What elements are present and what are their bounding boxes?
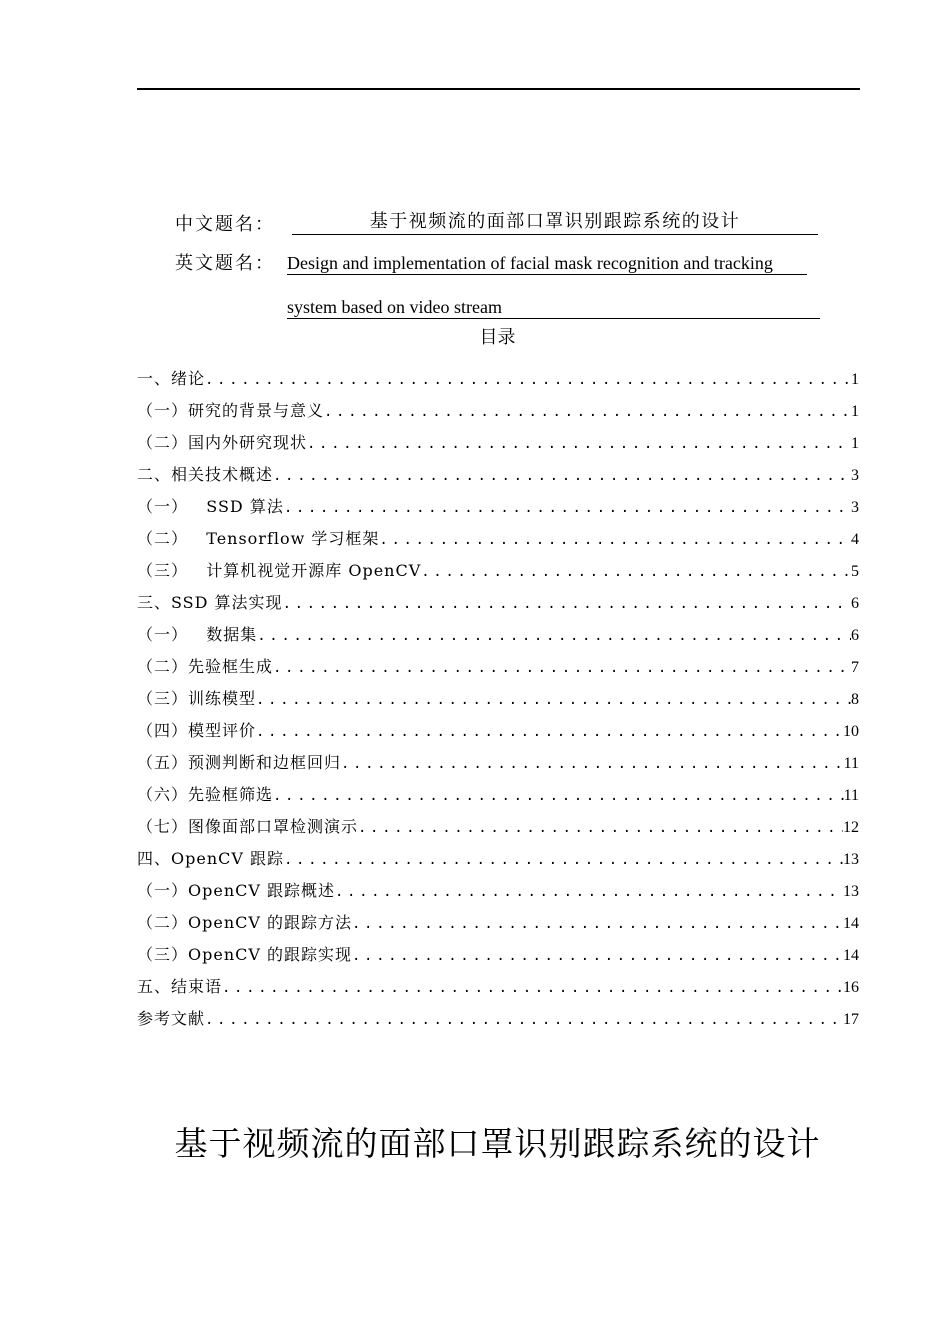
toc-entry-page: 5 (851, 563, 859, 580)
toc-entry[interactable] (137, 587, 859, 619)
toc-entry[interactable] (137, 619, 859, 651)
toc-dot-leader (273, 780, 844, 812)
toc-entry[interactable] (137, 907, 859, 939)
toc-dot-leader (352, 940, 843, 972)
toc-entry[interactable] (137, 843, 859, 875)
toc-entry[interactable] (137, 939, 859, 971)
toc-entry-page: 12 (843, 819, 859, 836)
header-rule (137, 88, 860, 90)
toc-entry[interactable] (137, 459, 859, 491)
toc-entry[interactable] (137, 363, 859, 395)
toc-entry-page: 10 (843, 723, 859, 740)
toc-dot-leader (352, 908, 843, 940)
toc-dot-leader (324, 396, 851, 428)
toc-entry-title: （三）OpenCV 的跟踪实现 (137, 945, 353, 964)
toc-entry[interactable] (137, 811, 859, 843)
toc-entry-page: 1 (851, 371, 859, 388)
toc-entry-title: （一）研究的背景与意义 (137, 401, 325, 420)
toc-entry-page: 1 (851, 435, 859, 452)
toc-entry-title: 四、OpenCV 跟踪 (137, 849, 285, 868)
toc-entry[interactable] (137, 747, 859, 779)
toc-entry-page: 11 (843, 787, 859, 804)
toc-dot-leader (358, 812, 843, 844)
toc-entry-page: 7 (851, 659, 859, 676)
toc-entry-title: （六）先验框筛选 (137, 785, 274, 804)
toc-entry[interactable] (137, 651, 859, 683)
toc-entry-page: 13 (843, 851, 859, 868)
toc-entry[interactable] (137, 715, 859, 747)
toc-entry-title: 三、SSD 算法实现 (137, 593, 283, 612)
toc-dot-leader (421, 556, 851, 588)
toc-entry-page: 16 (843, 979, 859, 996)
toc-entry-page: 1 (851, 403, 859, 420)
toc-entry-page: 6 (851, 595, 859, 612)
toc-entry-page: 3 (851, 467, 859, 484)
toc-dot-leader (379, 524, 851, 556)
toc-heading: 目录 (479, 327, 516, 348)
toc-entry-title: （三） 计算机视觉开源库 OpenCV (137, 561, 422, 580)
toc-entry-title: （二） Tensorflow 学习框架 (137, 529, 380, 548)
toc-entry-title: （一） 数据集 (137, 625, 258, 644)
english-title-line-2: system based on video stream (287, 296, 820, 319)
toc-entry-title: 参考文献 (137, 1009, 206, 1028)
toc-dot-leader (222, 972, 843, 1004)
toc-dot-leader (284, 492, 851, 524)
toc-entry-title: （四）模型评价 (137, 721, 257, 740)
toc-entry-title: （一） SSD 算法 (137, 497, 284, 516)
english-title-row (175, 249, 275, 275)
toc-entry-title: 二、相关技术概述 (137, 465, 274, 484)
toc-entry-title: （七）图像面部口罩检测演示 (137, 817, 359, 836)
toc-dot-leader (205, 1004, 843, 1036)
toc-entry-title: 一、绪论 (137, 369, 206, 388)
english-title-line-1: Design and implementation of facial mask recognition and tracking (287, 252, 807, 275)
toc-entry-page: 14 (843, 947, 859, 964)
toc-entry-title: （二）国内外研究现状 (137, 433, 308, 452)
toc-entry[interactable] (137, 1003, 859, 1035)
chinese-title: 基于视频流的面部口罩识别跟踪系统的设计 (292, 210, 818, 235)
toc-dot-leader (341, 748, 844, 780)
toc-entry[interactable] (137, 491, 859, 523)
toc-dot-leader (273, 460, 851, 492)
chinese-title-label: 中文题名： (175, 214, 275, 235)
toc-entry[interactable] (137, 779, 859, 811)
toc-dot-leader (273, 652, 851, 684)
toc-entry-title: （二）先验框生成 (137, 657, 274, 676)
toc-dot-leader (257, 620, 851, 652)
toc-dot-leader (283, 588, 851, 620)
main-title: 基于视频流的面部口罩识别跟踪系统的设计 (174, 1124, 821, 1163)
toc-entry[interactable] (137, 555, 859, 587)
toc-entry-title: （五）预测判断和边框回归 (137, 753, 342, 772)
toc-dot-leader (256, 684, 851, 716)
toc-entry[interactable] (137, 683, 859, 715)
toc-entry[interactable] (137, 427, 859, 459)
toc-entry-page: 14 (843, 915, 859, 932)
toc-dot-leader (335, 876, 843, 908)
toc-entry-page: 3 (851, 499, 859, 516)
toc-dot-leader (256, 716, 843, 748)
toc-entry-title: 五、结束语 (137, 977, 223, 996)
table-of-contents (137, 363, 859, 1035)
toc-entry-page: 6 (851, 627, 859, 644)
toc-entry-title: （二）OpenCV 的跟踪方法 (137, 913, 353, 932)
toc-entry[interactable] (137, 971, 859, 1003)
toc-entry-page: 11 (843, 755, 859, 772)
toc-entry-page: 4 (851, 531, 859, 548)
toc-entry-title: （一）OpenCV 跟踪概述 (137, 881, 336, 900)
toc-dot-leader (284, 844, 843, 876)
toc-entry[interactable] (137, 523, 859, 555)
toc-dot-leader (205, 364, 851, 396)
toc-entry-title: （三）训练模型 (137, 689, 257, 708)
toc-entry-page: 17 (843, 1011, 859, 1028)
toc-entry-page: 13 (843, 883, 859, 900)
chinese-title-row (175, 210, 875, 240)
toc-entry[interactable] (137, 875, 859, 907)
english-title-label: 英文题名： (175, 253, 275, 274)
toc-entry-page: 8 (851, 691, 859, 708)
toc-entry[interactable] (137, 395, 859, 427)
toc-dot-leader (307, 428, 851, 460)
